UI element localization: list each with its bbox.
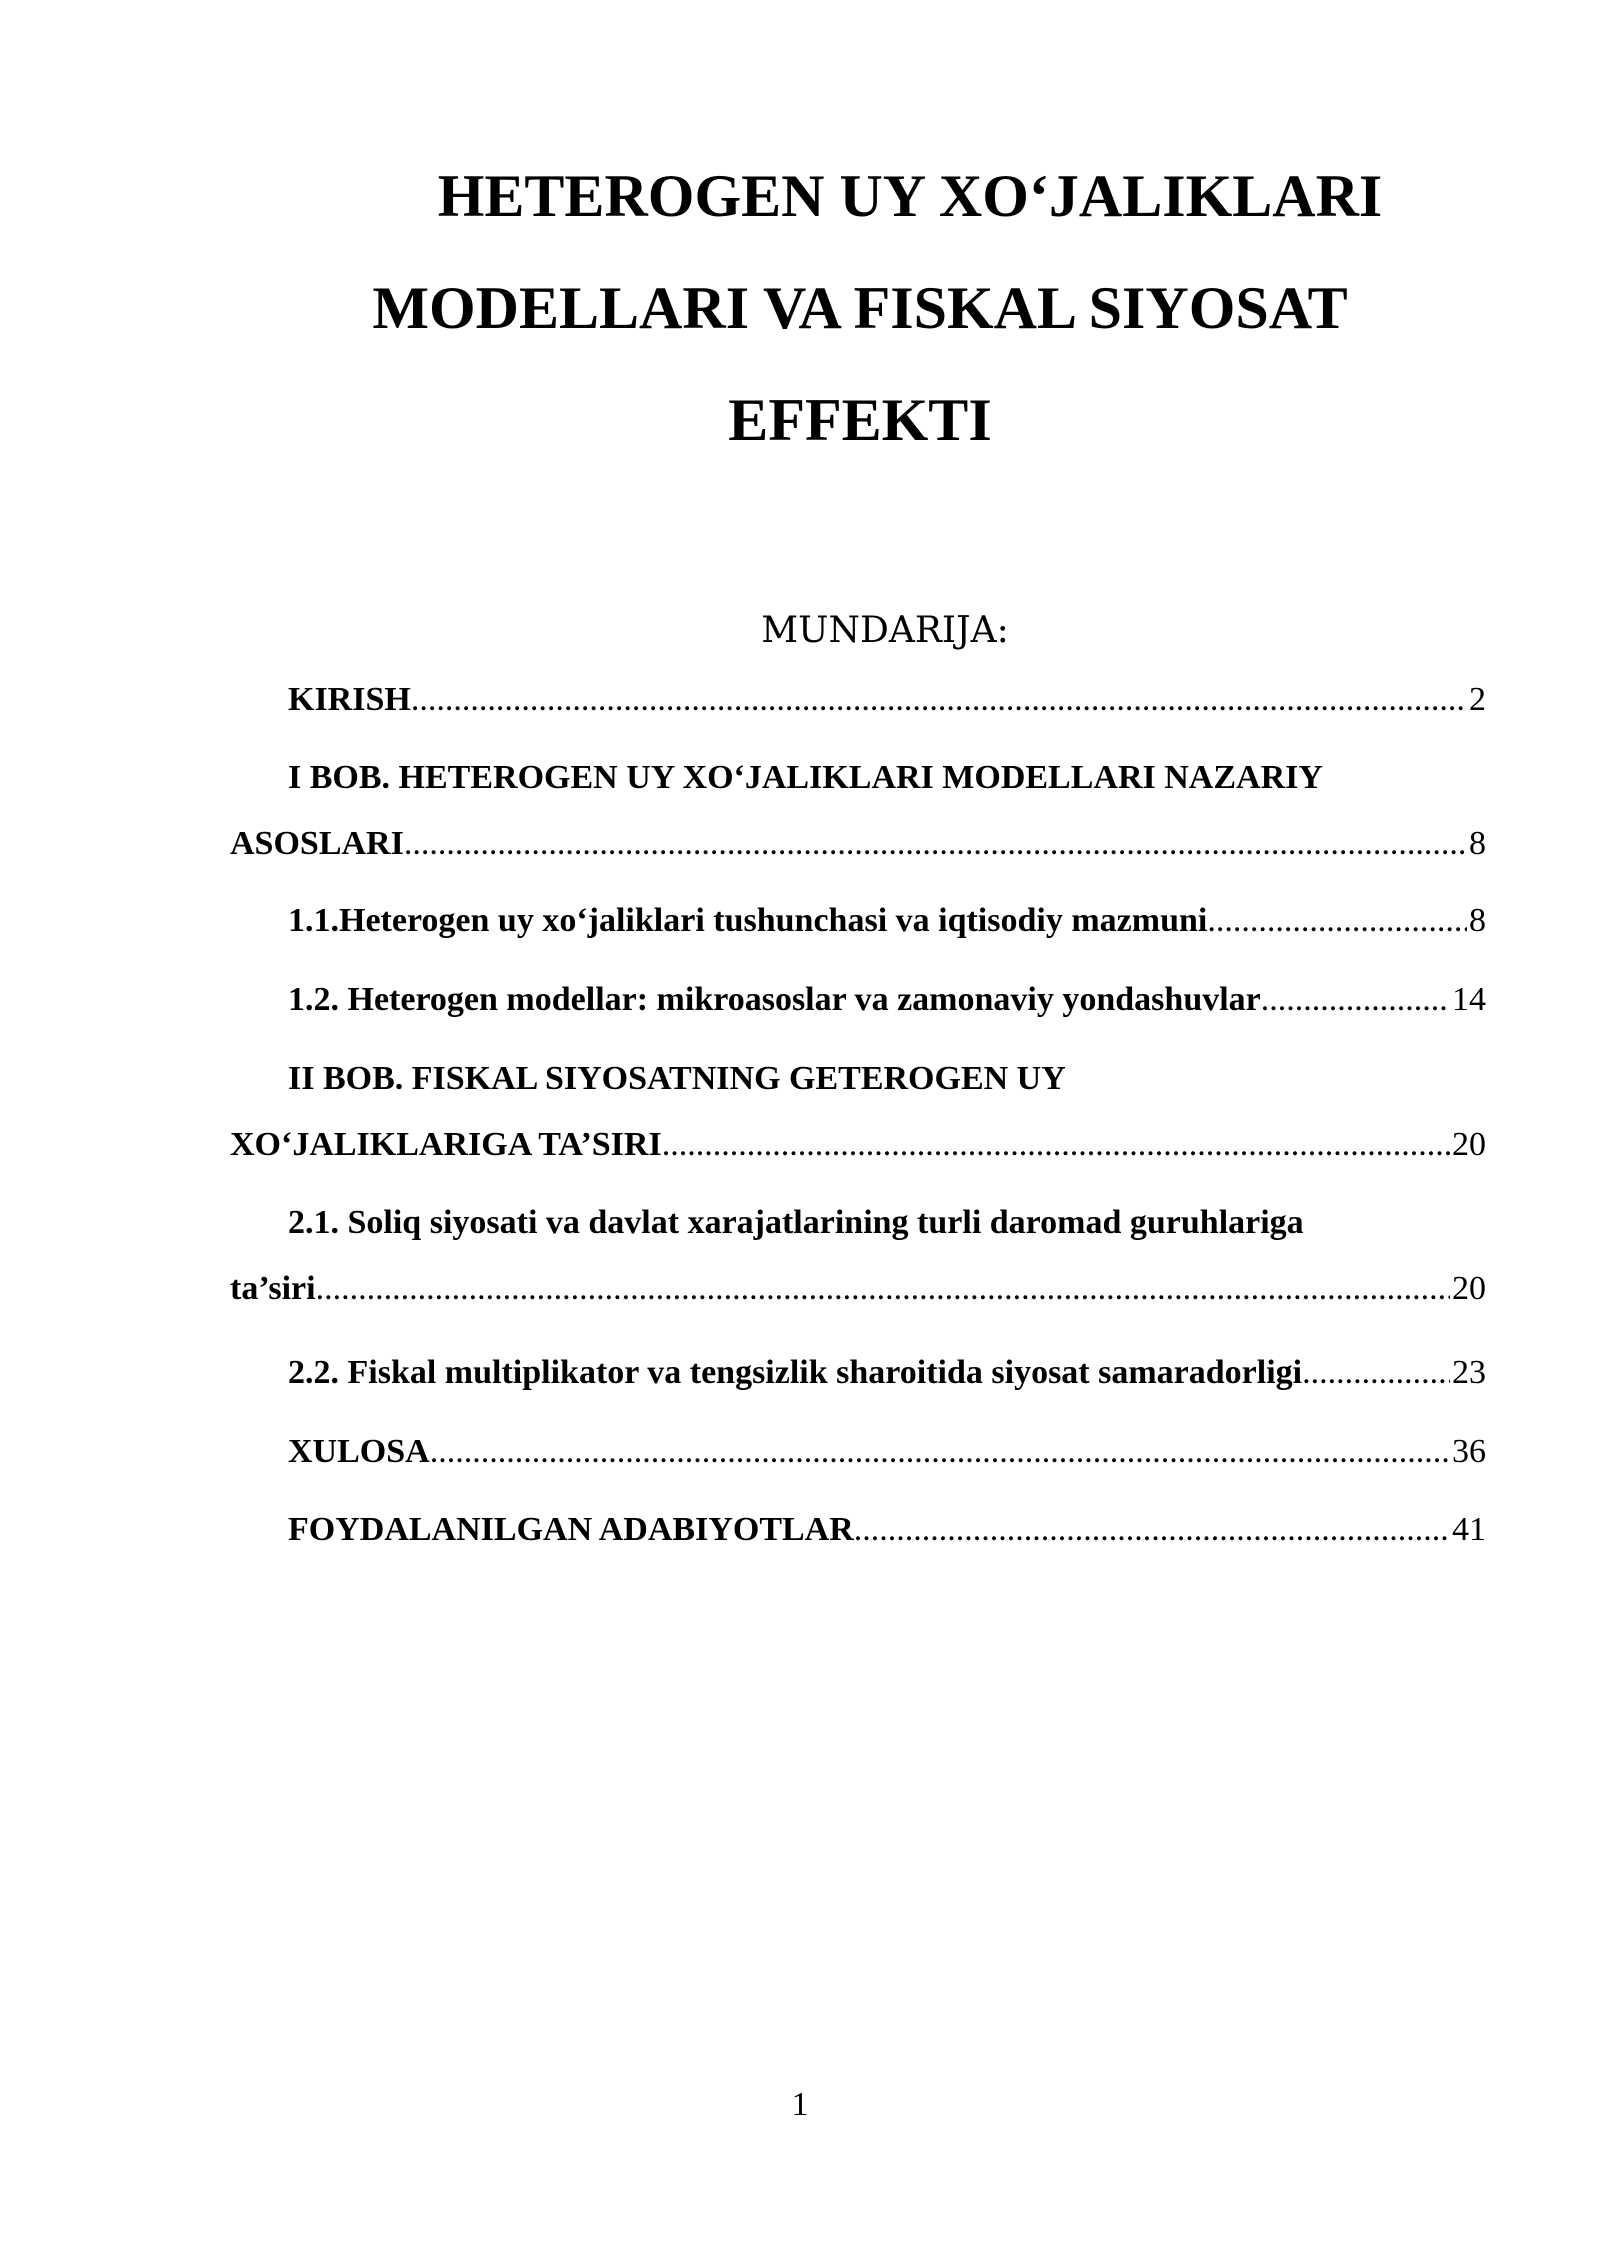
toc-entry-page: 8: [1469, 825, 1486, 862]
toc-entry-2-1[interactable]: [230, 1203, 1486, 1309]
toc-entry-page: 8: [1469, 902, 1486, 939]
toc-leader-dots: [411, 680, 1467, 720]
document-title: [300, 140, 1420, 476]
toc-entry-2-2[interactable]: [230, 1353, 1486, 1393]
toc-leader-dots: [1302, 1353, 1450, 1393]
toc-entry-1-2[interactable]: [230, 980, 1486, 1020]
toc-entry-adabiyotlar[interactable]: [230, 1510, 1486, 1550]
toc-entry-label: XO‘JALIKLARIGA TA’SIRI: [230, 1126, 662, 1163]
toc-entry-label-line1: I BOB. HETEROGEN UY XO‘JALIKLARI MODELLARI NAZARIY: [288, 759, 1323, 796]
toc-entry-page: 2: [1469, 681, 1486, 718]
toc-entry-label-line1: 2.1. Soliq siyosati va davlat xarajatlarining turli daromad guruhlariga: [288, 1204, 1304, 1241]
toc-leader-dots: [430, 1432, 1450, 1472]
toc-heading: MUNDARIJA:: [761, 610, 1009, 651]
toc-entry-page: 41: [1452, 1511, 1486, 1548]
toc-entry-1-1[interactable]: [230, 901, 1486, 941]
toc-leader-dots: [316, 1269, 1450, 1309]
title-line-1: HETEROGEN UY XO‘JALIKLARI: [437, 163, 1383, 229]
toc-entry-label: ASOSLARI: [230, 825, 404, 862]
toc-entry-label: FOYDALANILGAN ADABIYOTLAR: [288, 1511, 854, 1548]
toc-entry-page: 20: [1452, 1270, 1486, 1307]
toc-entry-label: 1.2. Heterogen modellar: mikroasoslar va zamonaviy yondashuvlar: [288, 981, 1261, 1018]
toc-entry-label: 2.2. Fiskal multiplikator va tengsizlik sharoitida siyosat samaradorligi: [288, 1354, 1303, 1391]
toc-leader-dots: [1207, 901, 1467, 941]
title-line-3: EFFEKTI: [728, 387, 992, 453]
toc-entry-label: KIRISH: [288, 681, 411, 718]
toc-entry-label: 1.1.Heterogen uy xo‘jaliklari tushunchasi va iqtisodiy mazmuni: [288, 902, 1208, 939]
toc-entry-label: XULOSA: [288, 1433, 430, 1470]
toc-entry-page: 20: [1452, 1126, 1486, 1163]
toc-entry-chapter-1[interactable]: [230, 758, 1486, 864]
toc-entry-label-line1: II BOB. FISKAL SIYOSATNING GETEROGEN UY: [288, 1060, 1066, 1097]
page-number: 1: [791, 2086, 809, 2123]
toc-leader-dots: [854, 1510, 1450, 1550]
title-line-2: MODELLARI VA FISKAL SIYOSAT: [372, 275, 1348, 341]
toc-entry-kirish[interactable]: [230, 680, 1486, 720]
toc-entry-chapter-2[interactable]: [230, 1059, 1486, 1165]
toc-entry-page: 14: [1452, 981, 1486, 1018]
toc-entry-xulosa[interactable]: [230, 1432, 1486, 1472]
toc-leader-dots: [662, 1125, 1450, 1165]
toc-entry-page: 36: [1452, 1433, 1486, 1470]
toc-leader-dots: [1261, 980, 1450, 1020]
toc-entry-page: 23: [1452, 1354, 1486, 1391]
toc-leader-dots: [404, 824, 1467, 864]
toc-entry-label: ta’siri: [230, 1270, 316, 1307]
